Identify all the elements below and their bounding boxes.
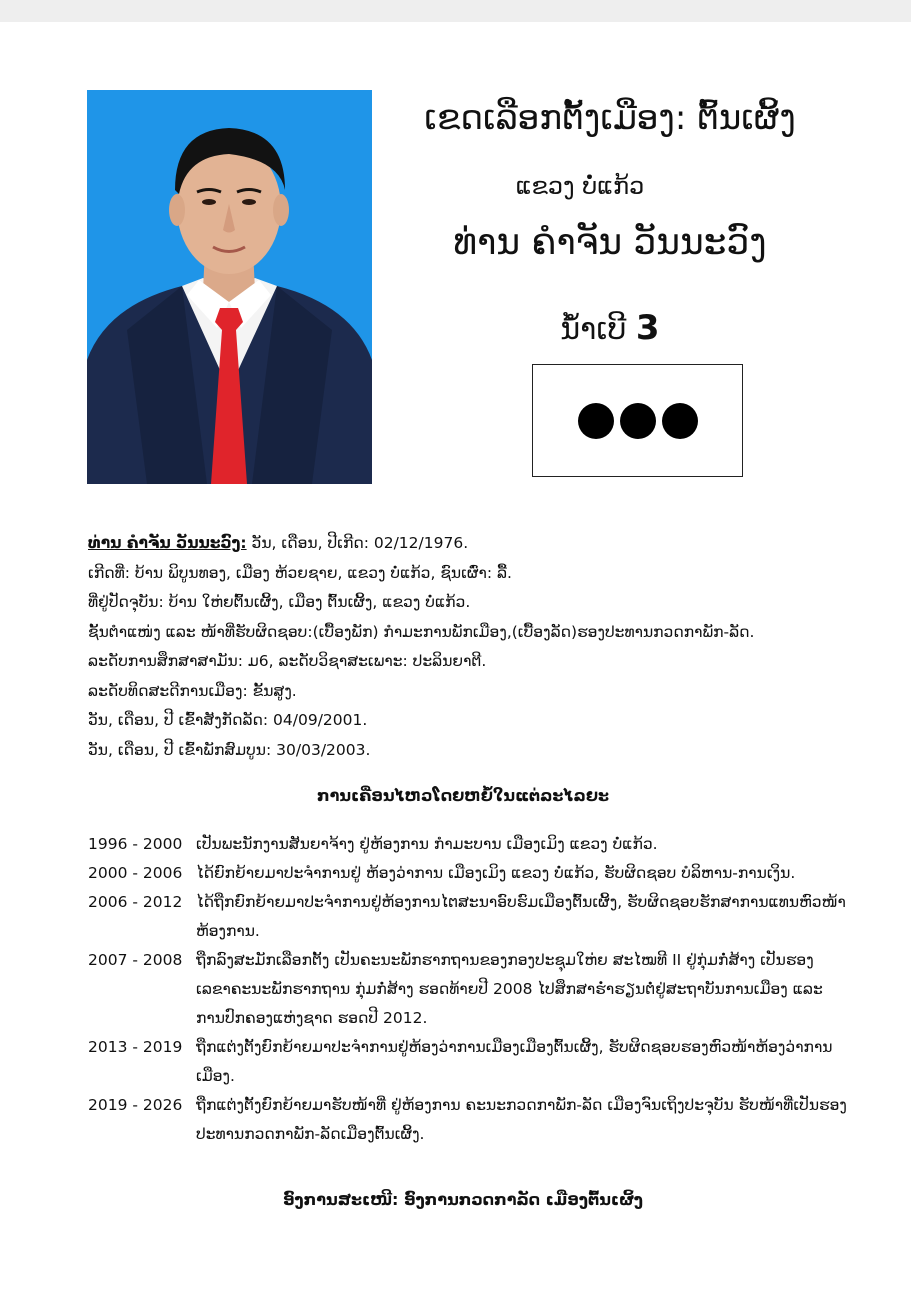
career-row (88, 888, 848, 946)
career-years: 2000 - 2006 (88, 864, 183, 882)
bio-current-address: ທີ່ຢູ່ປັດຈຸບັນ: ບ້ານ ໃຫ່ຍຕົ້ນເຜິ້ງ, ເມືອງ ຕົ້ນເຜິ້ງ, ແຂວງ ບໍ່ແກ້ວ. (88, 593, 471, 611)
bio-name: ທ່ານ ຄຳຈັນ ວັນນະວົງ: (88, 534, 247, 552)
career-years: 1996 - 2000 (88, 835, 183, 853)
career-years: 2019 - 2026 (88, 1096, 183, 1114)
career-row (88, 830, 848, 859)
bio-birthplace: ເກີດທີ່: ບ້ານ ພິບູນທອງ, ເມືອງ ຫ້ວຍຊາຍ, ແຂວງ ບໍ່ແກ້ວ, ຊົນເຜົ່າ: ລື້. (88, 563, 512, 582)
career-row (88, 1033, 848, 1091)
career-description: ໄດ້ຖືກຍົກຍ້າຍມາປະຈຳການຢູ່ຫ້ອງການໄຕສະນາອົບຮົມເມືອງຕົ້ນເຜິ້ງ, ຮັບຜິດຊອບຮັກສາການແທນຫົວໜ້າຫ້ອງການ. (196, 893, 846, 940)
career-description: ເປັນພະນັກງານສັນຍາຈ້າງ ຢູ່ຫ້ອງການ ກຳມະບານ ເມືອງເມິງ ແຂວງ ບໍ່ແກ້ວ. (196, 835, 658, 853)
career-section-title: ການເຄື່ອນໄຫວໂດຍຫຍໍ້ໃນແຕ່ລະໄລຍະ (316, 786, 610, 805)
electoral-district-title: ເຂດເລືອກຕັ້ງເມືອງ: ຕົ້ນເຜິ້ງ (424, 98, 796, 138)
number-value: 3 (635, 308, 660, 348)
career-history (88, 830, 848, 1149)
bio-political-theory: ລະດັບທິດສະດີການເມືອງ: ຂັ້ນສູງ. (88, 681, 297, 700)
career-description: ຖືກແຕ່ງຕັ້ງຍົກຍ້າຍມາຮັບໜ້າທີ່ ຢູ່ຫ້ອງການ ຄະນະກວດກາພັກ-ລັດ ເມືອງຈົນເຖິງປະຈຸບັນ ຮັບໜ້າທີ່ເປັນຮອງປະທານກວດກາພັກ-ລັດເມືອງຕົ້ນເຜິ້ງ. (196, 1096, 847, 1143)
career-years: 2013 - 2019 (88, 1038, 183, 1056)
ballot-dot (662, 403, 698, 439)
proposing-organization: ອົງການສະເໜີ: ອົງການກວດກາລັດ ເມືອງຕົ້ນເຜິ້ງ (282, 1190, 644, 1209)
bio-position: ຊັ້ນຕຳແໜ່ງ ແລະ ໜ້າທີ່ຮັບຜິດຊອບ:(ເບື້ອງພັກ) ກຳມະການພັກເມືອງ,(ເບື້ອງລັດ)ຮອງປະທານກວດກາພັກ-ລັດ. (88, 622, 755, 641)
ballot-mark-box (532, 364, 743, 477)
career-description: ໄດ້ຍົກຍ້າຍມາປະຈຳການຢູ່ ຫ້ອງວ່າການ ເມືອງເມິງ ແຂວງ ບໍ່ແກ້ວ, ຮັບຜິດຊອບ ບໍລິຫານ-ການເງິນ. (196, 864, 796, 882)
career-description: ຖືກແຕ່ງຕັ້ງຍົກຍ້າຍມາປະຈຳການຢູ່ຫ້ອງວ່າການເມືອງເມືອງຕົ້ນເຜິ້ງ, ຮັບຜິດຊອບຮອງຫົວໜ້າຫ້ອງວ່າການເມືອງ. (196, 1038, 833, 1085)
career-years: 2007 - 2008 (88, 951, 183, 969)
career-row (88, 946, 848, 1033)
candidate-sheet (0, 22, 911, 1297)
career-description: ຖືກລົງສະມັກເລືອກຕັ້ງ ເປັນຄະນະພັກຮາກຖານຂອງກອງປະຊຸມໃຫ່ຍ ສະໄໝທີ II ຢູ່ກຸ່ມກໍ່ສ້າງ ເປັນຮອງເລຂາຄະນະພັກຮາກຖານ ກຸ່ມກໍ່ສ້າງ ຮອດທ້າຍປີ 2008 ໄປສຶກສາຮ່ຳຮຽນຕໍ່ຢູ່ສະຖາບັນການເມືອງ ແລະ ການປົກຄອງແຫ່ງຊາດ ຮອດປີ 2012. (196, 951, 823, 1027)
career-row (88, 859, 848, 888)
candidate-number (480, 308, 740, 348)
province-label: ແຂວງ ບໍ່ແກ້ວ (515, 172, 645, 200)
ballot-dot (620, 403, 656, 439)
top-band (0, 0, 911, 22)
bio-party-membership-date: ວັນ, ເດືອນ, ປີ ເຂົ້າພັກສົມບູນ: 30/03/2003. (88, 740, 371, 759)
ballot-dot (578, 403, 614, 439)
bio-birth-date (88, 532, 848, 562)
biography (88, 532, 848, 768)
number-label: ນໍ້າເບີ (560, 312, 627, 347)
bio-state-service-date: ວັນ, ເດືອນ, ປີ ເຂົ້າສັງກັດລັດ: 04/09/2001. (88, 711, 368, 729)
bio-birth-date-text: ວັນ, ເດືອນ, ປີເກີດ: 02/12/1976. (246, 534, 469, 552)
career-row (88, 1091, 848, 1149)
candidate-photo (87, 90, 372, 484)
bio-education: ລະດັບການສຶກສາສາມັນ: ມ6, ລະດັບວິຊາສະເພາະ: ປະລິນຍາຕີ. (88, 652, 487, 670)
candidate-name: ທ່ານ ຄຳຈັນ ວັນນະວົງ (453, 222, 767, 263)
career-years: 2006 - 2012 (88, 893, 183, 911)
